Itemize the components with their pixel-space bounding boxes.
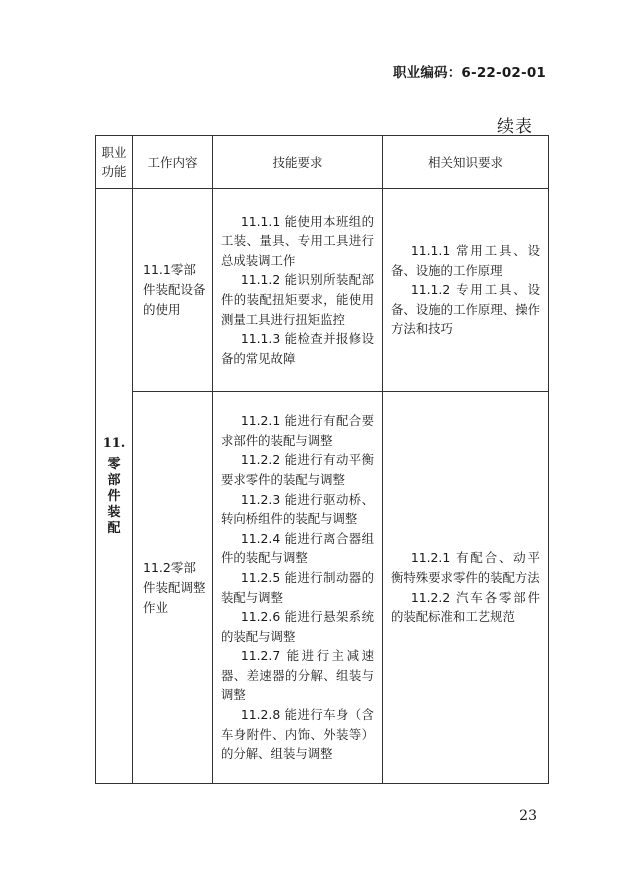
header-function: 职业 功能 [96,136,133,189]
table-row [96,189,549,392]
function-name-char: 装 [107,504,121,520]
table-header-row [96,136,549,189]
skill-item: 11.2.6 能进行悬架系统的装配与调整 [221,609,374,644]
header-knowledge-requirements: 相关知识要求 [383,136,549,189]
page-number: 23 [519,808,537,824]
skill-item: 11.2.1 能进行有配合要求部件的装配与调整 [221,413,374,448]
skill-item: 11.1.2 能识别所装配部件的装配扭矩要求，能使用测量工具进行扭矩监控 [221,272,374,327]
skill-item: 11.1.1 能使用本班组的工装、量具、专用工具进行总成装调工作 [221,213,374,268]
function-name-char: 件 [107,488,121,504]
table-row [96,392,549,784]
knowledge-item: 11.1.1 常用工具、设备、设施的工作原理 [391,243,540,278]
skill-item: 11.2.5 能进行制动器的装配与调整 [221,569,374,605]
skills-table [95,135,549,784]
work-content-cell: 11.2零部件装配调整作业 [133,392,213,784]
skills-cell [213,189,383,392]
knowledge-item: 11.2.1 有配合、动平衡特殊要求零件的装配方法 [391,550,540,585]
knowledge-item: 11.2.2 汽车各零部件的装配标准和工艺规范 [391,589,540,625]
skills-cell [213,392,383,784]
header-work-content: 工作内容 [133,136,213,189]
work-content-cell: 11.1零部件装配设备的使用 [133,189,213,392]
continued-label: 续表 [497,117,533,137]
knowledge-cell [383,392,549,784]
skill-item: 11.2.2 能进行有动平衡要求零件的装配与调整 [221,452,374,487]
skill-item: 11.2.3 能进行驱动桥、转向桥组件的装配与调整 [221,491,374,527]
function-cell [96,189,133,784]
knowledge-item: 11.1.2 专用工具、设备、设施的工作原理、操作方法和技巧 [391,282,540,337]
skill-item: 11.1.3 能检查并报修设备的常见故障 [221,331,374,366]
occupation-code: 职业编码：6-22-02-01 [392,65,546,81]
function-name-char: 配 [107,520,121,536]
header-skill-requirements: 技能要求 [213,136,383,189]
skill-item: 11.2.7 能进行主减速器、差速器的分解、组装与调整 [221,648,374,703]
skill-item: 11.2.4 能进行离合器组件的装配与调整 [221,530,374,566]
function-number: 11. [102,435,126,451]
function-name-char: 部 [107,472,121,488]
skill-item: 11.2.8 能进行车身（含车身附件、内饰、外装等）的分解、组装与调整 [221,707,374,762]
function-name-char: 零 [107,456,121,472]
function-name [96,457,132,537]
knowledge-cell [383,189,549,392]
